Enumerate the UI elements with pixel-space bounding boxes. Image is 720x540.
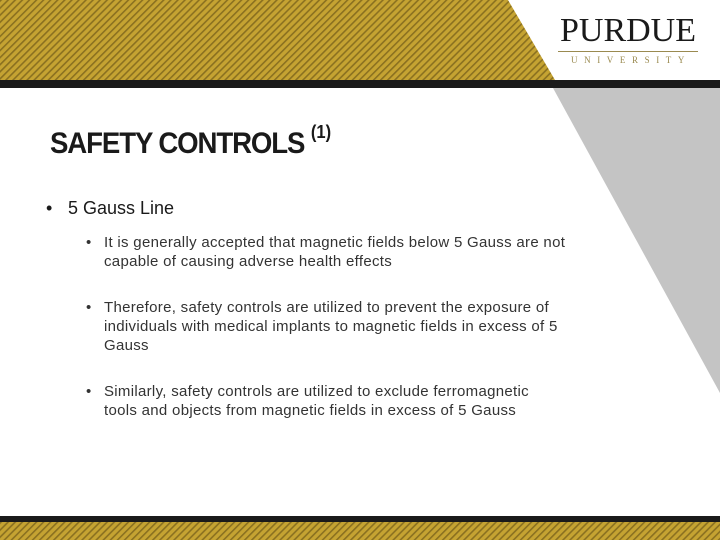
subbullet-text: Therefore, safety controls are utilized to prevent the exposure of individuals with medical implants to magnetic fields in excess of 5 Gauss [104, 299, 558, 354]
bullet-5-gauss-line [46, 197, 566, 219]
gold-stripe-footer [0, 522, 720, 540]
bullet-text: 5 Gauss Line [68, 198, 175, 218]
logo-divider [558, 51, 698, 52]
slide-title [50, 122, 332, 161]
slide-content [46, 197, 566, 420]
subbullet-marker: • [86, 234, 92, 251]
logo-subtitle: UNIVERSITY [571, 55, 691, 65]
subbullet-marker: • [86, 299, 92, 316]
logo-wordmark: PURDUE [559, 12, 697, 49]
slide-title-text: SAFETY CONTROLS [50, 127, 305, 160]
subbullet-text: It is generally accepted that magnetic fields below 5 Gauss are not capable of causing adverse health effects [104, 234, 566, 270]
subbullet-marker: • [86, 383, 92, 400]
subbullet-medical-implants [46, 298, 566, 355]
bullet-marker: • [46, 198, 53, 218]
header-divider [0, 80, 720, 88]
title-reference: (1) [310, 122, 332, 142]
subbullet-text: Similarly, safety controls are utilized to exclude ferromagnetic tools and objects from magnetic fields in excess of 5 Gauss [104, 383, 529, 419]
subbullet-health-effects [46, 233, 566, 271]
purdue-logo [548, 14, 708, 72]
subbullet-ferromagnetic-tools [46, 382, 566, 420]
